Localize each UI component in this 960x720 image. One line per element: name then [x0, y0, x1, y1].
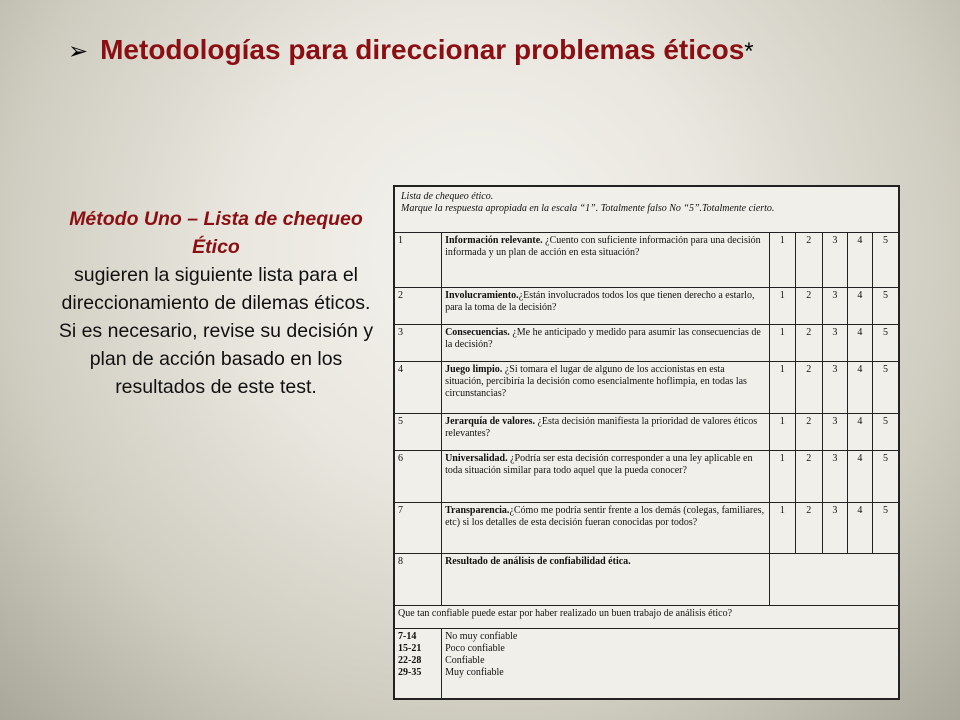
- item-text: ¿Cuento con suficiente información para una decisión informada y un plan de acción en esta situación?: [445, 235, 761, 259]
- score-range: 15-21: [398, 642, 422, 654]
- item-question: [442, 233, 770, 288]
- item-question: [442, 451, 770, 503]
- scale-option-1[interactable]: 1: [769, 325, 795, 362]
- scale-option-4[interactable]: 4: [847, 451, 872, 503]
- method-heading: Método Uno – Lista de chequeo Ético: [69, 208, 363, 258]
- scale-option-5[interactable]: 5: [872, 451, 898, 503]
- item-text: ¿Me he anticipado y medido para asumir las consecuencias de la decisión?: [445, 327, 761, 351]
- scale-option-2[interactable]: 2: [795, 288, 822, 325]
- checklist-row: [395, 414, 899, 451]
- score-ranges: [395, 628, 442, 698]
- item-number: 7: [395, 502, 442, 554]
- item-number: 1: [395, 233, 442, 288]
- form-header-instructions: Marque la respuesta apropiada en la escala “1”. Totalmente falso No “5”.Totalmente cierto.: [401, 203, 775, 214]
- item-title: Transparencia.: [445, 504, 510, 516]
- scale-option-1[interactable]: 1: [769, 362, 795, 414]
- form-header-row: [395, 187, 899, 233]
- item-question: [442, 502, 770, 554]
- item-question: [442, 325, 770, 362]
- result-score-cell[interactable]: [769, 554, 898, 606]
- slide-title: [68, 34, 754, 66]
- item-text: ¿Están involucrados todos los que tienen derecho a estarlo, para la toma de la decisión?: [445, 290, 755, 314]
- item-question: [442, 288, 770, 325]
- scale-option-3[interactable]: 3: [822, 325, 847, 362]
- score-range: 22-28: [398, 654, 422, 666]
- item-number: 3: [395, 325, 442, 362]
- item-text: ¿Cómo me podría sentir frente a los demás (colegas, familiares, etc) si los detalles de esta decisión fueran conocidas por todos?: [445, 504, 765, 528]
- scale-option-1[interactable]: 1: [769, 233, 795, 288]
- arrow-bullet-icon: ➢: [68, 38, 89, 65]
- checklist-table: [394, 186, 899, 699]
- item-title: Universalidad.: [445, 453, 508, 465]
- scale-option-4[interactable]: 4: [847, 502, 872, 554]
- ethics-checklist-form: [393, 185, 900, 700]
- scale-option-1[interactable]: 1: [769, 502, 795, 554]
- form-header-title: Lista de chequeo ético.: [401, 191, 494, 202]
- method-description: [56, 205, 376, 401]
- item-title: Involucramiento.: [445, 290, 519, 302]
- checklist-row: [395, 233, 899, 288]
- reliability-question-row: [395, 606, 899, 629]
- reliability-question: Que tan confiable puede estar por haber realizado un buen trabajo de análisis ético?: [395, 606, 899, 629]
- reliability-scale-row: [395, 628, 899, 698]
- score-range: 7-14: [398, 630, 417, 642]
- scale-option-5[interactable]: 5: [872, 414, 898, 451]
- item-number: 2: [395, 288, 442, 325]
- scale-option-1[interactable]: 1: [769, 414, 795, 451]
- checklist-row: [395, 288, 899, 325]
- scale-option-4[interactable]: 4: [847, 362, 872, 414]
- item-number: 4: [395, 362, 442, 414]
- reliability-label: Confiable: [445, 654, 485, 666]
- scale-option-3[interactable]: 3: [822, 288, 847, 325]
- scale-option-5[interactable]: 5: [872, 502, 898, 554]
- slide-title-text: Metodologías para direccionar problemas éticos: [100, 34, 745, 65]
- reliability-label: Muy confiable: [445, 666, 504, 678]
- scale-option-2[interactable]: 2: [795, 414, 822, 451]
- checklist-row: [395, 451, 899, 503]
- item-number: 5: [395, 414, 442, 451]
- reliability-labels: [442, 628, 899, 698]
- scale-option-2[interactable]: 2: [795, 451, 822, 503]
- result-label: [442, 554, 770, 606]
- item-text: ¿Podría ser esta decisión corresponder a una ley aplicable en toda situación similar para todo aquel que la pueda conocer?: [445, 453, 753, 477]
- scale-option-4[interactable]: 4: [847, 325, 872, 362]
- score-range: 29-35: [398, 666, 422, 678]
- item-text: ¿Si tomara el lugar de alguno de los accionistas en esta situación, percibiría la decisión como esencialmente hoflimpia, en todas las circunstancias?: [445, 364, 747, 400]
- scale-option-3[interactable]: 3: [822, 414, 847, 451]
- checklist-row: [395, 362, 899, 414]
- scale-option-3[interactable]: 3: [822, 362, 847, 414]
- scale-option-1[interactable]: 1: [769, 288, 795, 325]
- scale-option-5[interactable]: 5: [872, 288, 898, 325]
- scale-option-4[interactable]: 4: [847, 288, 872, 325]
- scale-option-3[interactable]: 3: [822, 233, 847, 288]
- scale-option-5[interactable]: 5: [872, 362, 898, 414]
- scale-option-2[interactable]: 2: [795, 362, 822, 414]
- scale-option-1[interactable]: 1: [769, 451, 795, 503]
- scale-option-5[interactable]: 5: [872, 233, 898, 288]
- reliability-label: Poco confiable: [445, 642, 505, 654]
- scale-option-5[interactable]: 5: [872, 325, 898, 362]
- scale-option-3[interactable]: 3: [822, 451, 847, 503]
- item-title: Juego limpio.: [445, 364, 503, 376]
- checklist-row: [395, 502, 899, 554]
- item-title: Información relevante.: [445, 235, 543, 247]
- form-header: [395, 187, 899, 233]
- item-number: 6: [395, 451, 442, 503]
- scale-option-2[interactable]: 2: [795, 502, 822, 554]
- item-question: [442, 414, 770, 451]
- item-text: ¿Esta decisión manifiesta la prioridad de valores éticos relevantes?: [445, 416, 758, 440]
- scale-option-3[interactable]: 3: [822, 502, 847, 554]
- title-asterisk: *: [744, 38, 754, 65]
- scale-option-2[interactable]: 2: [795, 233, 822, 288]
- result-title: Resultado de análisis de confiabilidad ética.: [445, 556, 631, 568]
- item-title: Jerarquía de valores.: [445, 416, 535, 428]
- method-body: sugieren la siguiente lista para el direccionamiento de dilemas éticos. Si es necesario, revise su decisión y plan de acción basado en los resultados de este test.: [58, 264, 374, 398]
- result-number: 8: [395, 554, 442, 606]
- item-question: [442, 362, 770, 414]
- checklist-row: [395, 325, 899, 362]
- result-row: [395, 554, 899, 606]
- reliability-label: No muy confiable: [445, 630, 518, 642]
- scale-option-4[interactable]: 4: [847, 233, 872, 288]
- scale-option-2[interactable]: 2: [795, 325, 822, 362]
- item-title: Consecuencias.: [445, 327, 510, 339]
- scale-option-4[interactable]: 4: [847, 414, 872, 451]
